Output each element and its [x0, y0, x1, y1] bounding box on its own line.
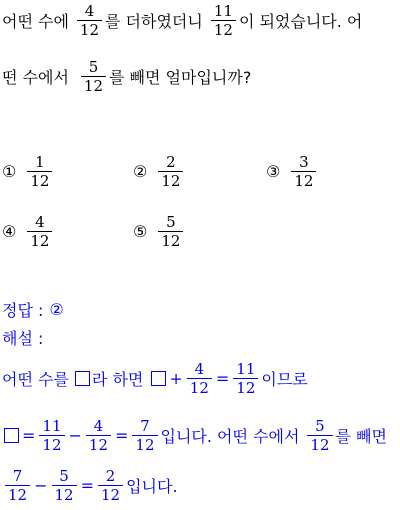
answer-value: ②	[49, 300, 64, 319]
explanation-line-2	[2, 417, 387, 454]
explanation-text: 입니다. 어떤 수에서	[160, 427, 300, 446]
question-line-2	[2, 58, 251, 95]
blank-box	[75, 371, 90, 386]
explanation-text: 어떤 수를	[2, 370, 69, 389]
denominator: 12	[27, 171, 52, 190]
denominator: 12	[158, 171, 183, 190]
explanation-text: 를 빼면	[335, 427, 387, 446]
denominator: 12	[52, 485, 77, 504]
numerator: 7	[140, 417, 150, 435]
denominator: 12	[132, 435, 157, 454]
numerator: 11	[42, 417, 62, 435]
fraction	[52, 467, 77, 504]
plus-sign: +	[169, 369, 183, 388]
fraction	[158, 153, 183, 190]
fraction	[233, 360, 258, 397]
question-text: 를 빼면 얼마입니까?	[109, 68, 252, 87]
fraction	[39, 417, 64, 454]
fraction	[158, 213, 183, 250]
option-marker: ⑤	[133, 222, 148, 241]
option-4[interactable]	[2, 213, 55, 250]
numerator: 11	[213, 2, 233, 20]
fraction	[86, 417, 111, 454]
equals-sign: =	[80, 476, 94, 495]
option-3[interactable]	[266, 153, 319, 190]
numerator: 2	[105, 467, 116, 485]
denominator: 12	[86, 435, 111, 454]
denominator: 12	[39, 435, 64, 454]
blank-box	[151, 371, 166, 386]
denominator: 12	[233, 378, 258, 397]
fraction	[27, 213, 52, 250]
explanation-text: 이므로	[261, 370, 308, 389]
denominator: 12	[5, 485, 30, 504]
numerator: 11	[236, 360, 256, 378]
denominator: 12	[27, 231, 52, 250]
numerator: 4	[35, 213, 45, 231]
fraction	[98, 467, 123, 504]
numerator: 4	[84, 2, 95, 20]
explanation-line-1	[2, 360, 308, 397]
numerator: 7	[12, 467, 23, 485]
fraction	[77, 2, 102, 39]
option-1[interactable]	[2, 153, 55, 190]
denominator: 12	[98, 485, 123, 504]
explanation-label: 해설 :	[2, 329, 44, 348]
question-text: 를 더하였더니	[105, 12, 203, 31]
explanation-text: 입니다.	[126, 477, 178, 496]
fraction	[81, 58, 106, 95]
fraction	[187, 360, 212, 397]
numerator: 1	[35, 153, 45, 171]
numerator: 5	[315, 417, 325, 435]
minus-sign: −	[68, 426, 82, 445]
answer-line	[2, 298, 64, 321]
fraction	[5, 467, 30, 504]
explanation-label-line	[2, 326, 43, 349]
answer-label: 정답 :	[2, 301, 44, 320]
equals-sign: =	[115, 426, 129, 445]
fraction	[132, 417, 157, 454]
numerator: 2	[166, 153, 176, 171]
option-marker: ④	[2, 222, 17, 241]
numerator: 4	[93, 417, 104, 435]
blank-box	[4, 428, 19, 443]
denominator: 12	[81, 76, 106, 95]
fraction	[27, 153, 52, 190]
question-text: 떤 수에서	[2, 68, 69, 87]
denominator: 12	[158, 231, 183, 250]
option-2[interactable]	[133, 153, 186, 190]
explanation-line-3	[2, 467, 178, 504]
explanation-text: 라 하면	[91, 370, 144, 389]
numerator: 3	[299, 153, 309, 171]
denominator: 12	[307, 435, 332, 454]
denominator: 12	[291, 171, 316, 190]
minus-sign: −	[34, 476, 48, 495]
fraction	[211, 2, 236, 39]
question-text: 어떤 수에	[2, 12, 69, 31]
numerator: 5	[59, 467, 69, 485]
denominator: 12	[187, 378, 212, 397]
equals-sign: =	[215, 369, 230, 388]
numerator: 4	[194, 360, 205, 378]
option-marker: ②	[133, 162, 148, 181]
option-marker: ①	[2, 162, 17, 181]
question-line-1	[2, 2, 362, 39]
fraction	[307, 417, 332, 454]
option-5[interactable]	[133, 213, 186, 250]
fraction	[291, 153, 316, 190]
numerator: 5	[88, 58, 99, 76]
numerator: 5	[166, 213, 176, 231]
question-text: 이 되었습니다. 어	[238, 12, 363, 31]
option-marker: ③	[266, 162, 281, 181]
denominator: 12	[77, 20, 102, 39]
denominator: 12	[211, 20, 236, 39]
equals-sign: =	[22, 426, 36, 445]
